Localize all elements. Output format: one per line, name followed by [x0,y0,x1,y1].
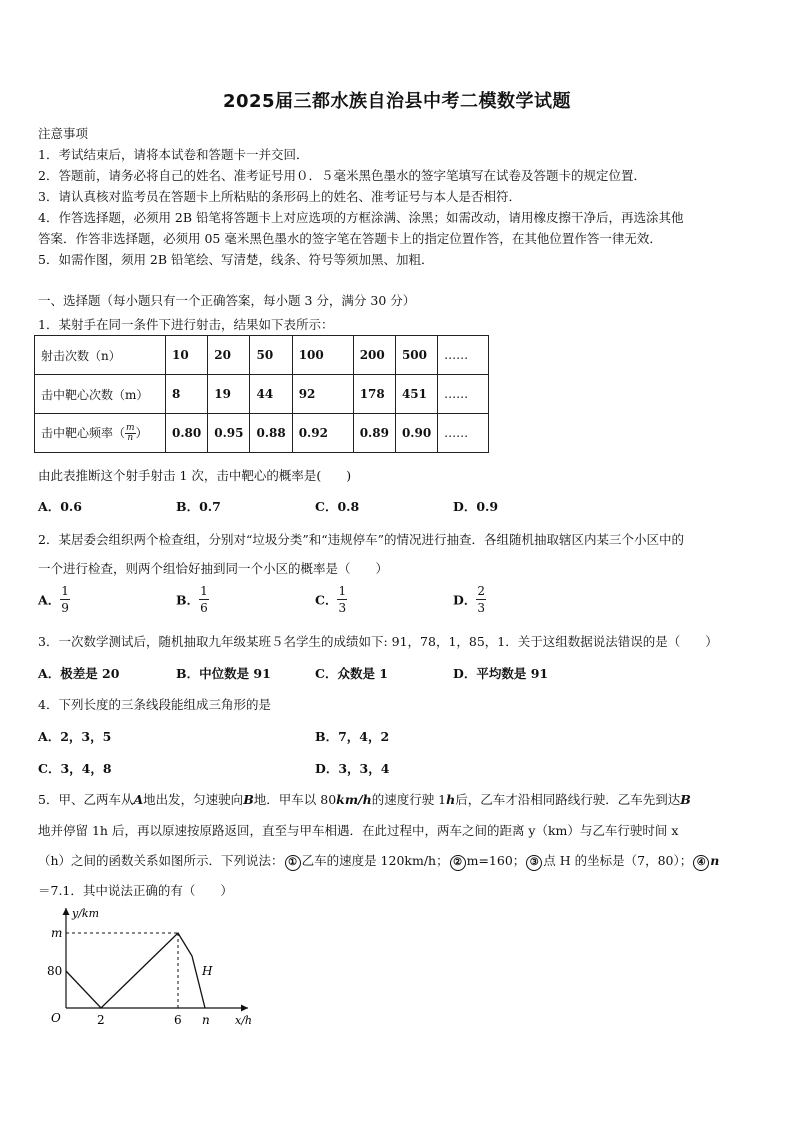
table-cell: 178 [353,375,395,414]
circled-number: ① [285,855,301,871]
fraction-numerator: m [126,422,135,433]
q5-var-b: B [680,792,691,807]
q5-var-b: B [243,792,254,807]
table-cell: 20 [208,336,250,375]
table-cell: 0.90 [395,414,437,453]
circled-number: ② [450,855,466,871]
y-axis-label: y/km [72,907,100,920]
q5-text: 点 H 的坐标是（7，80）； [543,853,693,868]
table-row-header: 击中靶心次数（m） [35,375,166,414]
q1-question: 由此表推断这个射手射击 1 次，击中靶心的概率是( ) [38,468,352,483]
option-fraction [476,585,486,614]
table-cell: 19 [208,375,250,414]
fraction-numerator: 1 [338,584,347,598]
option-fraction [337,585,347,614]
table-row [35,414,489,453]
table-row-header [35,414,166,453]
q5-var-n: n [710,853,720,868]
q5-text: 乙车的速度是 120km/h； [301,853,449,868]
q5-graph [40,902,260,1032]
table-cell: 0.89 [353,414,395,453]
q5-stem-line2: 地并停留 1h 后，再以原速按原路返回，直至与甲车相遇．在此过程中，两车之间的距离 y（km）与乙车行驶时间 x [38,823,679,838]
page-title: 2025届三都水族自治县中考二模数学试题 [222,91,572,112]
option-fraction [199,585,209,614]
q5-text: （h）之间的函数关系如图所示．下列说法： [38,853,284,868]
q5-text: m=160； [466,853,526,868]
table-cell: 500 [395,336,437,375]
q3-option-c[interactable]: C．众数是 1 [315,666,388,681]
m-label: m [51,926,63,940]
fraction-denominator: 9 [61,601,69,615]
q4-option-a[interactable]: A．2，3，5 [38,729,112,744]
notice-item-4: 4．作答选择题，必须用 2B 铅笔将答题卡上对应选项的方框涂满、涂黑；如需改动，请用橡皮擦干净后，再选涂其他 [38,210,684,225]
table-cell: …… [438,375,489,414]
fraction-numerator: 1 [61,584,69,598]
q5-unit: km/h [336,792,372,807]
q3-stem: 3．一次数学测试后，随机抽取九年级某班５名学生的成绩如下: 91，78，1，85，1．关于这组数据说法错误的是（ ） [38,634,718,649]
fraction-denominator: 6 [200,601,208,615]
q2-stem-line2: 一个进行检查，则两个组恰好抽到同一个小区的概率是（ ） [38,561,389,576]
option-fraction [60,585,70,614]
notice-heading: 注意事项 [38,126,89,141]
q5-text: 地．甲车以 80 [253,792,337,807]
q5-stem-line4: ＝7.1．其中说法正确的有（ ） [38,883,233,898]
notice-item-1: 1．考试结束后，请将本试卷和答题卡一并交回． [38,147,309,162]
q4-option-b[interactable]: B．7，4，2 [315,729,390,744]
fraction-numerator: 1 [200,584,208,598]
x-axis-label: x/h [235,1014,252,1027]
circled-number: ③ [526,855,542,871]
option-label: B． [176,592,200,608]
origin-label: O [51,1011,61,1025]
frequency-label: 击中靶心频率（ [41,425,126,440]
q2-option-d[interactable] [453,585,486,614]
q5-text: 5．甲、乙两车从 [38,792,134,807]
table-cell: 0.88 [250,414,292,453]
table-cell: 0.95 [208,414,250,453]
q5-text: 的速度行驶 1 [371,792,447,807]
q2-stem-line1: 2．某居委会组织两个检查组，分别对“垃圾分类”和“违规停车”的情况进行抽查．各组随机抽取辖区内某三个小区中的 [38,532,685,547]
option-label: D． [453,592,477,608]
q2-option-c[interactable] [315,585,347,614]
table-cell: …… [438,336,489,375]
table-row [35,336,489,375]
notice-item-4-cont: 答案．作答非选择题，必须用 05 毫米黑色墨水的签字笔在答题卡上的指定位置作答，在其他位置作答一律无效． [38,231,662,246]
point-h-label: H [202,964,213,978]
q5-unit-h: h [446,792,456,807]
m-over-n-fraction [125,424,136,443]
fraction-numerator: 2 [477,584,485,598]
q5-text: 后，乙车才沿相同路线行驶．乙车先到达 [455,792,681,807]
q1-option-a[interactable]: A．0.6 [38,499,82,514]
frequency-label-close: ） [135,425,148,440]
q4-stem: 4．下列长度的三条线段能组成三角形的是 [38,697,271,712]
n-label: n [202,1013,210,1027]
table-cell: 100 [292,336,353,375]
table-cell: 451 [395,375,437,414]
q2-option-a[interactable] [38,585,70,614]
section-heading: 一、选择题（每小题只有一个正确答案，每小题 3 分，满分 30 分） [38,293,416,308]
table-cell: 8 [166,375,208,414]
q5-var-a: A [133,792,144,807]
q3-option-d[interactable]: D．平均数是 91 [453,666,549,681]
table-cell: …… [438,414,489,453]
q1-option-b[interactable]: B．0.7 [176,499,221,514]
fraction-denominator: n [127,432,134,443]
q5-stem-line3 [38,851,719,871]
notice-item-3: 3．请认真核对监考员在答题卡上所粘贴的条形码上的姓名、准考证号与本人是否相符． [38,189,521,204]
q1-option-c[interactable]: C．0.8 [315,499,360,514]
table-cell: 0.80 [166,414,208,453]
table-cell: 92 [292,375,353,414]
notice-item-2: 2．答题前，请务必将自己的姓名、准考证号用０．５毫米黑色墨水的签字笔填写在试卷及答题卡的规定位置． [38,168,646,183]
q1-stem: 1．某射手在同一条件下进行射击，结果如下表所示： [38,317,334,332]
table-row [35,375,489,414]
table-row-header: 射击次数（n） [35,336,166,375]
option-label: C． [315,592,338,608]
q5-stem-line1 [38,790,691,808]
x2-label: 2 [97,1013,105,1027]
table-cell: 200 [353,336,395,375]
notice-item-5: 5．如需作图，须用 2B 铅笔绘、写清楚，线条、符号等须加黑、加粗． [38,252,434,267]
q2-option-b[interactable] [176,585,209,614]
table-cell: 0.92 [292,414,353,453]
circled-number: ④ [693,855,709,871]
table-cell: 50 [250,336,292,375]
x6-label: 6 [174,1013,182,1027]
table-cell: 44 [250,375,292,414]
table-cell: 10 [166,336,208,375]
distance-graph-line [66,933,205,1008]
q5-text: 地出发，匀速驶向 [143,792,244,807]
q3-option-b[interactable]: B．中位数是 91 [176,666,271,681]
y80-label: 80 [47,964,63,978]
q1-table [34,335,489,453]
q1-option-d[interactable]: D．0.9 [453,499,499,514]
q3-option-a[interactable]: A．极差是 20 [38,666,120,681]
q4-option-d[interactable]: D．3，3，4 [315,761,390,776]
fraction-denominator: 3 [338,601,347,615]
option-label: A． [38,592,61,608]
fraction-denominator: 3 [477,601,485,615]
q4-option-c[interactable]: C．3，4，8 [38,761,112,776]
